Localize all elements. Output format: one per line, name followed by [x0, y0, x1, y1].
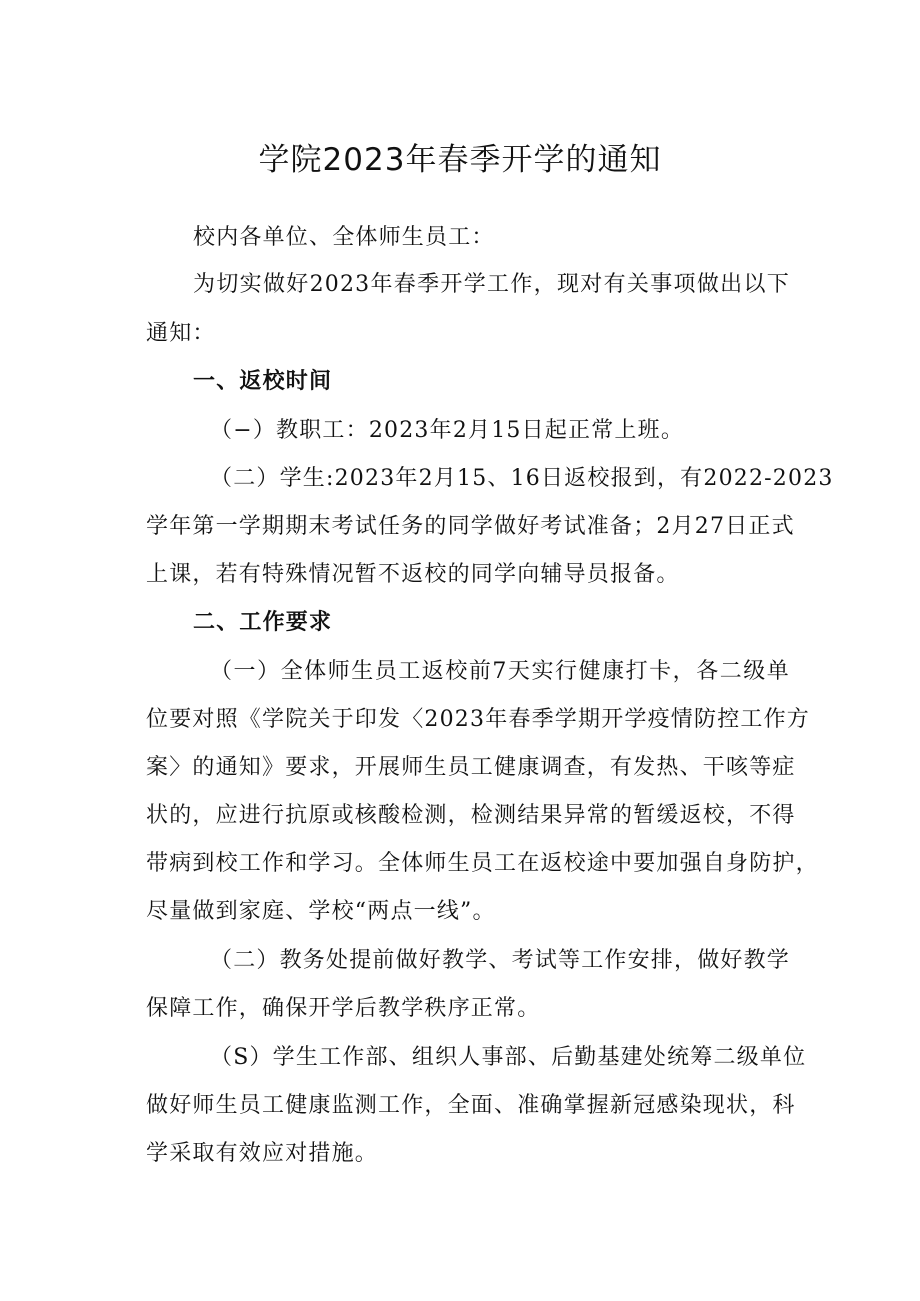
section-2-item-3-line-3: 学采取有效应对措施。 [146, 1141, 379, 1166]
section-2-item-1-line-6: 尽量做到家庭、学校“两点一线”。 [146, 899, 496, 924]
section-2-item-1-line-3: 案〉的通知》要求，开展师生员工健康调查，有发热、干咳等症 [146, 755, 796, 780]
intro-line-1: 为切实做好2023年春季开学工作，现对有关事项做出以下 [193, 272, 790, 297]
document-title: 学院2023年春季开学的通知 [258, 142, 662, 178]
section-1-item-2-line-1: （二）学生:2023年2月15、16日返校报到，有2022-2023 [210, 466, 834, 491]
section-2-item-1-line-5: 带病到校工作和学习。全体师生员工在返校途中要加强自身防护， [146, 851, 819, 876]
section-1-heading: 一、返校时间 [193, 369, 333, 394]
section-1-item-2-line-2: 学年第一学期期末考试任务的同学做好考试准备；2月27日正式 [146, 514, 795, 539]
section-1-item-1: （−）教职工：2023年2月15日起正常上班。 [210, 418, 685, 443]
section-2-item-3-line-1: （S）学生工作部、组织人事部、后勤基建处统筹二级单位 [210, 1045, 807, 1070]
section-2-item-3-line-2: 做好师生员工健康监测工作，全面、准确掌握新冠感染现状，科 [146, 1093, 796, 1118]
section-2-item-1-line-2: 位要对照《学院关于印发〈2023年春季学期开学疫情防控工作方 [146, 707, 810, 732]
section-2-item-1-line-1: （一）全体师生员工返校前7天实行健康打卡，各二级单 [210, 659, 790, 684]
section-2-item-1-line-4: 状的，应进行抗原或核酸检测，检测结果异常的暂缓返校，不得 [146, 803, 796, 828]
salutation: 校内各单位、全体师生员工： [193, 225, 495, 250]
section-2-heading: 二、工作要求 [193, 610, 333, 635]
section-2-item-2-line-1: （二）教务处提前做好教学、考试等工作安排，做好教学 [210, 948, 791, 973]
section-2-item-2-line-2: 保障工作，确保开学后教学秩序正常。 [146, 996, 541, 1021]
intro-line-2: 通知： [146, 321, 216, 346]
section-1-item-2-line-3: 上课，若有特殊情况暂不返校的同学向辅导员报备。 [146, 562, 680, 587]
